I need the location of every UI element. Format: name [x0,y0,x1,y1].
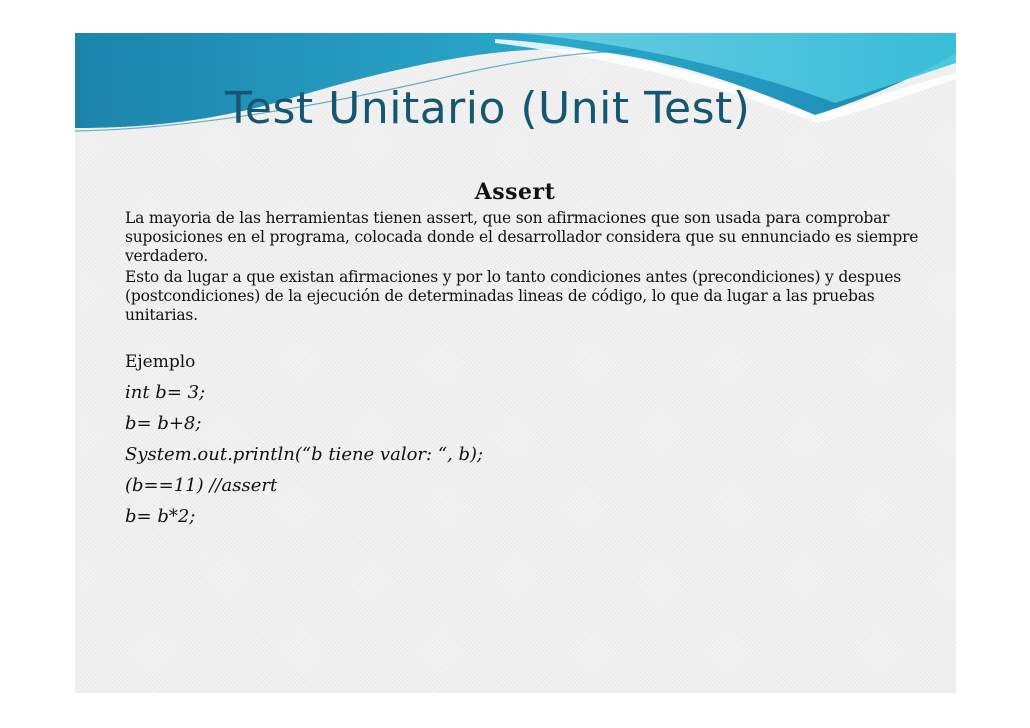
slide-body [125,177,925,528]
code-line: (b==11) //assert [125,475,278,496]
slide [75,33,956,693]
example-label: Ejemplo [125,352,196,372]
slide-title: Test Unitario (Unit Test) [225,83,751,134]
paragraph: Esto da lugar a que existan afirmaciones y por lo tanto condiciones antes (precondiciones) y despues (postcondiciones) de la ejecución de determinadas lineas de código, lo que da lugar a las pruebas unitarias. [125,268,902,324]
code-line: b= b+8; [125,413,202,434]
code-line: b= b*2; [125,506,196,527]
code-line: System.out.println(“b tiene valor: “, b); [125,444,484,465]
paragraph: La mayoria de las herramientas tienen assert, que son afirmaciones que son usada para comprobar suposiciones en el programa, colocada donde el desarrollador considera que su ennunciado es siempre verdadero. [125,209,919,265]
section-heading: Assert [474,179,556,205]
code-line: int b= 3; [125,382,206,403]
